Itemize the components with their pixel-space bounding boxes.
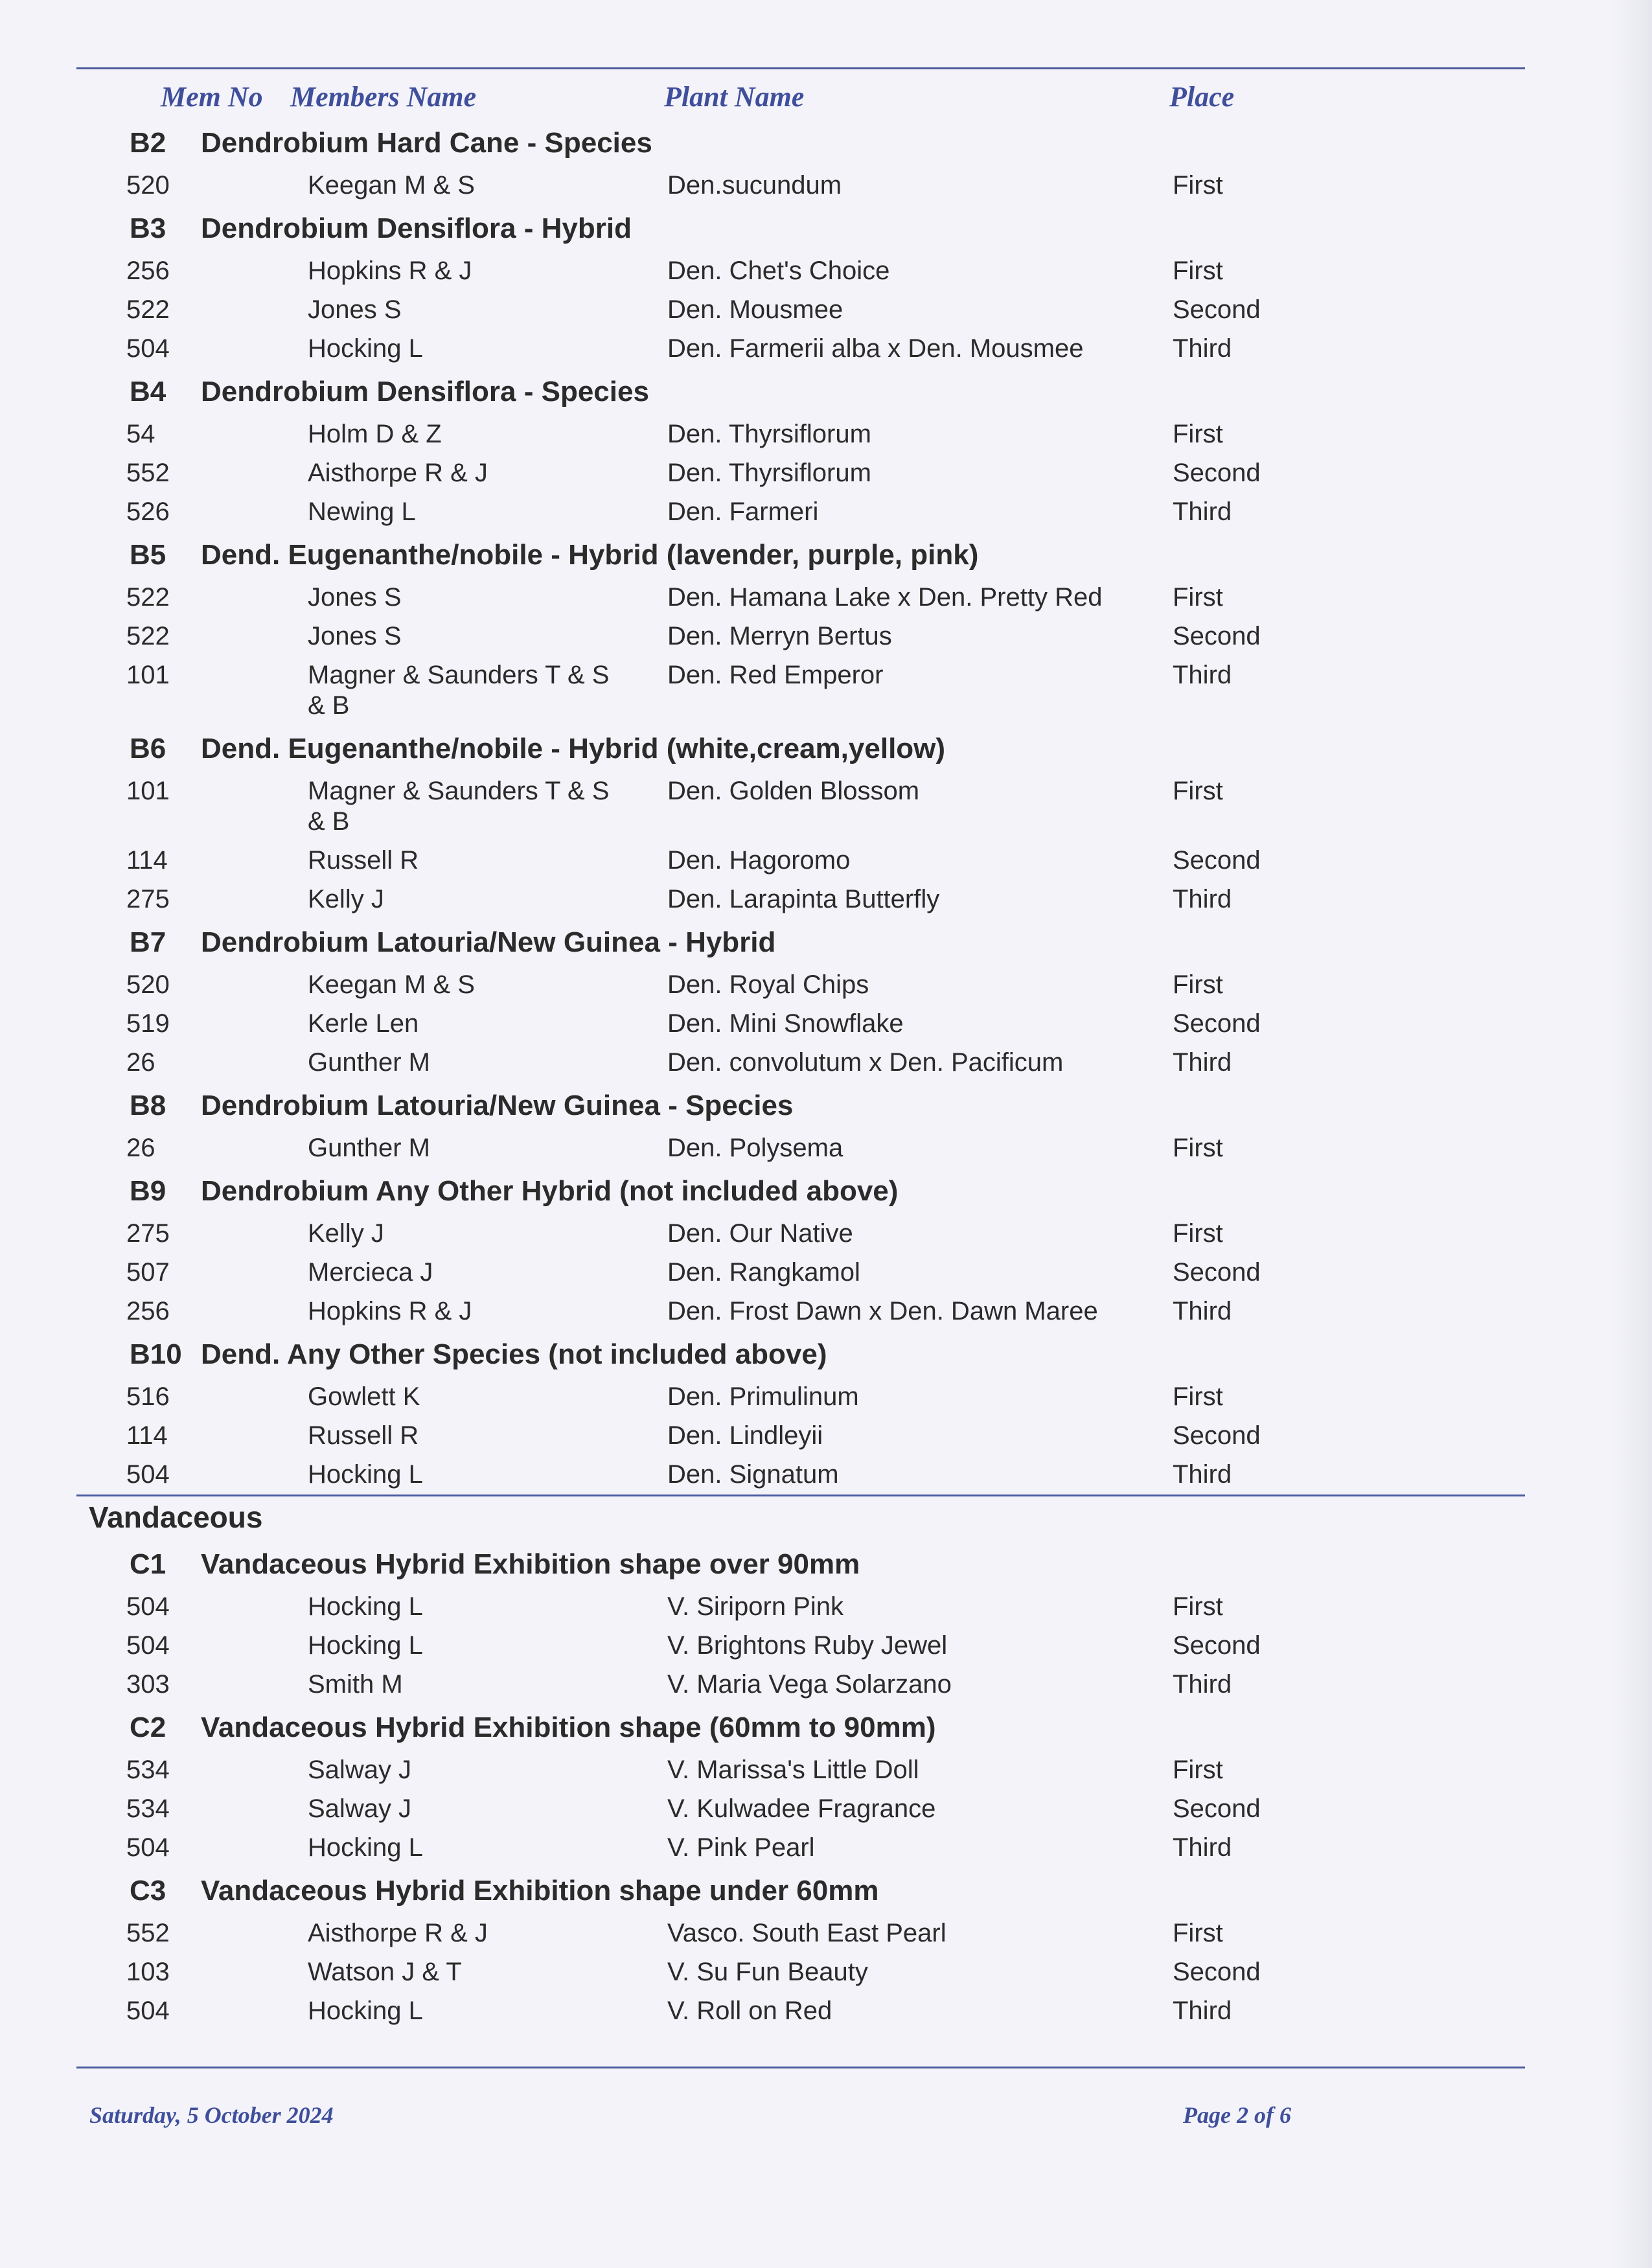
category-code: B4	[130, 376, 166, 407]
category-title: Dend. Any Other Species (not included above)	[201, 1338, 827, 1370]
placing: First	[1173, 1382, 1223, 1411]
member-name: Keegan M & S	[308, 171, 475, 200]
col-header-place: Place	[1169, 81, 1235, 113]
category-title: Vandaceous Hybrid Exhibition shape over 90mm	[201, 1548, 860, 1580]
member-name: Mercieca J	[308, 1258, 433, 1287]
plant-name: V. Pink Pearl	[667, 1833, 815, 1862]
placing: Second	[1173, 1631, 1261, 1660]
placing: Third	[1173, 498, 1232, 526]
plant-name: Den. Hagoromo	[667, 846, 851, 875]
plant-name: Den. Mini Snowflake	[667, 1009, 904, 1038]
placing: Second	[1173, 1794, 1261, 1823]
placing: Third	[1173, 661, 1232, 689]
member-number: 552	[126, 459, 170, 487]
plant-name: Den. Chet's Choice	[667, 257, 890, 285]
member-name: Hocking L	[308, 1592, 423, 1621]
plant-name: Den. Royal Chips	[667, 970, 869, 999]
category-title: Dendrobium Latouria/New Guinea - Species	[201, 1090, 794, 1121]
plant-name: Den. convolutum x Den. Pacificum	[667, 1048, 1064, 1077]
plant-name: Vasco. South East Pearl	[667, 1919, 946, 1947]
placing: Third	[1173, 1997, 1232, 2025]
placing: First	[1173, 1134, 1223, 1162]
member-name: Hopkins R & J	[308, 257, 472, 285]
member-name: Jones S	[308, 622, 402, 650]
member-number: 534	[126, 1794, 170, 1823]
member-name: Gowlett K	[308, 1382, 420, 1411]
col-header-mem-no: Mem No	[161, 81, 263, 113]
section-divider	[76, 1495, 1525, 1496]
member-number: 504	[126, 1631, 170, 1660]
category-code: C1	[130, 1548, 166, 1580]
placing: First	[1173, 171, 1223, 200]
member-name: Magner & Saunders T & S	[308, 777, 610, 805]
plant-name: Den. Farmeri	[667, 498, 819, 526]
member-number: 516	[126, 1382, 170, 1411]
member-number: 54	[126, 420, 155, 448]
member-number: 504	[126, 1460, 170, 1489]
plant-name: Den. Thyrsiflorum	[667, 459, 871, 487]
member-number: 26	[126, 1048, 155, 1077]
member-name-continued: & B	[308, 691, 350, 720]
member-name: Aisthorpe R & J	[308, 1919, 488, 1947]
placing: First	[1173, 1919, 1223, 1947]
member-number: 526	[126, 498, 170, 526]
member-name: Jones S	[308, 583, 402, 612]
plant-name: Den. Red Emperor	[667, 661, 884, 689]
section-title: Vandaceous	[89, 1500, 263, 1534]
placing: Second	[1173, 1009, 1261, 1038]
placing: Third	[1173, 1297, 1232, 1325]
category-code: B8	[130, 1090, 166, 1121]
member-number: 522	[126, 295, 170, 324]
member-name: Gunther M	[308, 1048, 430, 1077]
placing: First	[1173, 1592, 1223, 1621]
member-name: Hocking L	[308, 1833, 423, 1862]
plant-name: Den. Primulinum	[667, 1382, 859, 1411]
category-code: C2	[130, 1712, 166, 1743]
member-number: 504	[126, 1833, 170, 1862]
member-name: Watson J & T	[308, 1958, 462, 1986]
member-name: Hocking L	[308, 1997, 423, 2025]
plant-name: Den. Our Native	[667, 1219, 853, 1248]
placing: First	[1173, 257, 1223, 285]
member-name: Magner & Saunders T & S	[308, 661, 610, 689]
placing: Third	[1173, 1670, 1232, 1699]
placing: First	[1173, 1219, 1223, 1248]
member-name-continued: & B	[308, 807, 350, 836]
placing: Third	[1173, 334, 1232, 363]
member-number: 520	[126, 970, 170, 999]
member-name: Salway J	[308, 1756, 412, 1784]
category-code: B6	[130, 733, 166, 764]
member-name: Smith M	[308, 1670, 403, 1699]
member-name: Salway J	[308, 1794, 412, 1823]
category-code: B9	[130, 1175, 166, 1207]
member-number: 275	[126, 1219, 170, 1248]
member-name: Kerle Len	[308, 1009, 419, 1038]
placing: First	[1173, 777, 1223, 805]
member-number: 504	[126, 334, 170, 363]
member-number: 26	[126, 1134, 155, 1162]
category-title: Dendrobium Densiflora - Hybrid	[201, 212, 632, 244]
member-number: 256	[126, 257, 170, 285]
placing: Third	[1173, 885, 1232, 913]
member-number: 114	[126, 846, 168, 875]
placing: Second	[1173, 295, 1261, 324]
member-number: 101	[126, 777, 170, 805]
plant-name: Den. Larapinta Butterfly	[667, 885, 940, 913]
member-number: 534	[126, 1756, 170, 1784]
plant-name: V. Brightons Ruby Jewel	[667, 1631, 948, 1660]
plant-name: Den. Farmerii alba x Den. Mousmee	[667, 334, 1084, 363]
placing: Second	[1173, 1958, 1261, 1986]
member-number: 520	[126, 171, 170, 200]
plant-name: V. Siriporn Pink	[667, 1592, 843, 1621]
member-name: Kelly J	[308, 1219, 384, 1248]
plant-name: V. Marissa's Little Doll	[667, 1756, 919, 1784]
member-number: 114	[126, 1421, 168, 1450]
plant-name: Den. Rangkamol	[667, 1258, 860, 1287]
member-name: Gunther M	[308, 1134, 430, 1162]
placing: Third	[1173, 1460, 1232, 1489]
col-header-plant-name: Plant Name	[664, 81, 805, 113]
placing: Second	[1173, 459, 1261, 487]
category-code: B5	[130, 539, 166, 571]
placing: First	[1173, 420, 1223, 448]
placing: Third	[1173, 1833, 1232, 1862]
category-title: Dendrobium Any Other Hybrid (not included above)	[201, 1175, 899, 1207]
category-code: B7	[130, 926, 166, 958]
member-number: 303	[126, 1670, 170, 1699]
member-number: 522	[126, 583, 170, 612]
member-name: Newing L	[308, 498, 416, 526]
member-number: 552	[126, 1919, 170, 1947]
category-code: B2	[130, 127, 166, 159]
top-rule	[76, 67, 1525, 69]
plant-name: Den. Lindleyii	[667, 1421, 823, 1450]
footer-date: Saturday, 5 October 2024	[89, 2102, 334, 2128]
plant-name: Den. Polysema	[667, 1134, 843, 1162]
plant-name: Den. Mousmee	[667, 295, 843, 324]
plant-name: Den. Signatum	[667, 1460, 839, 1489]
footer-page-number: Page 2 of 6	[1183, 2102, 1291, 2128]
plant-name: Den.sucundum	[667, 171, 842, 200]
member-number: 256	[126, 1297, 170, 1325]
plant-name: V. Roll on Red	[667, 1997, 832, 2025]
col-header-members-name: Members Name	[290, 81, 477, 113]
placing: First	[1173, 1756, 1223, 1784]
member-name: Russell R	[308, 1421, 419, 1450]
plant-name: Den. Thyrsiflorum	[667, 420, 871, 448]
placing: Second	[1173, 622, 1261, 650]
placing: Second	[1173, 1258, 1261, 1287]
member-name: Russell R	[308, 846, 419, 875]
category-title: Vandaceous Hybrid Exhibition shape (60mm to 90mm)	[201, 1712, 936, 1743]
plant-name: Den. Hamana Lake x Den. Pretty Red	[667, 583, 1103, 612]
plant-name: V. Maria Vega Solarzano	[667, 1670, 952, 1699]
placing: Second	[1173, 1421, 1261, 1450]
plant-name: Den. Golden Blossom	[667, 777, 920, 805]
member-number: 522	[126, 622, 170, 650]
member-name: Hocking L	[308, 334, 423, 363]
member-number: 275	[126, 885, 170, 913]
category-code: B3	[130, 212, 166, 244]
category-code: C3	[130, 1875, 166, 1907]
plant-name: Den. Merryn Bertus	[667, 622, 892, 650]
category-title: Dendrobium Hard Cane - Species	[201, 127, 652, 159]
member-name: Kelly J	[308, 885, 384, 913]
member-number: 504	[126, 1997, 170, 2025]
bottom-rule	[76, 2067, 1525, 2068]
member-name: Hocking L	[308, 1631, 423, 1660]
category-title: Dendrobium Latouria/New Guinea - Hybrid	[201, 926, 776, 958]
category-title: Vandaceous Hybrid Exhibition shape under 60mm	[201, 1875, 879, 1907]
category-title: Dendrobium Densiflora - Species	[201, 376, 649, 407]
placing: First	[1173, 583, 1223, 612]
page-edge-shadow	[1613, 0, 1652, 2268]
member-number: 101	[126, 661, 170, 689]
member-name: Hopkins R & J	[308, 1297, 472, 1325]
category-title: Dend. Eugenanthe/nobile - Hybrid (lavender, purple, pink)	[201, 539, 979, 571]
member-number: 103	[126, 1958, 170, 1986]
member-name: Keegan M & S	[308, 970, 475, 999]
placing: Third	[1173, 1048, 1232, 1077]
member-number: 507	[126, 1258, 170, 1287]
member-name: Jones S	[308, 295, 402, 324]
member-name: Holm D & Z	[308, 420, 442, 448]
plant-name: V. Su Fun Beauty	[667, 1958, 868, 1986]
placing: First	[1173, 970, 1223, 999]
category-title: Dend. Eugenanthe/nobile - Hybrid (white,cream,yellow)	[201, 733, 946, 764]
plant-name: V. Kulwadee Fragrance	[667, 1794, 936, 1823]
placing: Second	[1173, 846, 1261, 875]
plant-name: Den. Frost Dawn x Den. Dawn Maree	[667, 1297, 1098, 1325]
member-number: 504	[126, 1592, 170, 1621]
member-name: Aisthorpe R & J	[308, 459, 488, 487]
member-number: 519	[126, 1009, 170, 1038]
category-code: B10	[130, 1338, 182, 1370]
member-name: Hocking L	[308, 1460, 423, 1489]
